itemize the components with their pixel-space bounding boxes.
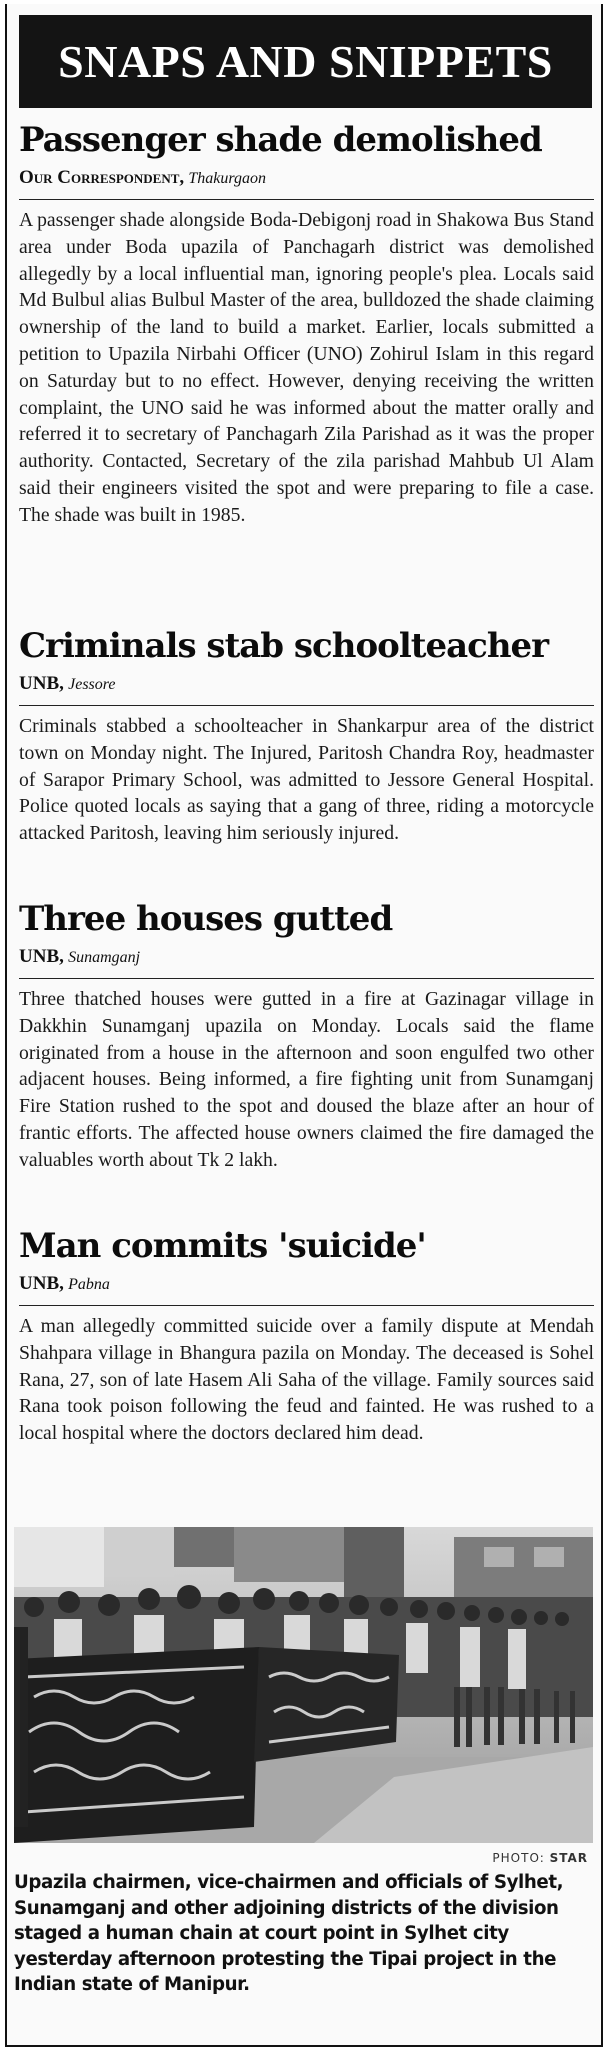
photo-caption: Upazila chairmen, vice-chairmen and officials of Sylhet, Sunamganj and other adjoining districts of the division staged a human chain at court point in Sylhet city yesterday afternoon protesting the Tipai project in the Indian state of Manipur. bbox=[14, 1872, 564, 1996]
byline-place: Sunamganj bbox=[68, 949, 141, 966]
story-houses-gutted bbox=[19, 897, 594, 1174]
byline-place: Jessore bbox=[68, 676, 116, 693]
story-body: A passenger shade alongside Boda-Debigonj road in Shakowa Bus Stand area under Boda upazila of Panchagarh district was demolished allegedly by a local influential man, ignoring people's plea. Locals said Md Bulbul alias Bulbul Master of the area, bulldozed the shade claiming ownership of the land to build a market. Earlier, locals submitted a petition to Upazila Nirbahi Officer (UNO) Zohirul Islam in this regard on Saturday but to no effect. However, denying receiving the written complaint, the UNO said he was informed about the matter orally and referred it to secretary of Panchagarh Zila Parishad as it was the proper authority. Contacted, Secretary of the zila parishad Mahbub Ul Alam said their engineers visited the spot and were preparing to file a case. The shade was built in 1985. bbox=[19, 209, 594, 526]
byline-source: Our Correspondent, bbox=[19, 167, 185, 188]
story-body: A man allegedly committed suicide over a family dispute at Mendah Shahpara village in Bhangura pazila on Monday. The deceased is Sohel Rana, 27, son of late Hasem Ali Saha of the village. Family sources said Rana took poison following the feud and fainted. He was rushed to a local hospital where the doctors declared him dead. bbox=[19, 1315, 594, 1445]
news-photo bbox=[14, 1527, 593, 1843]
section-banner: SNAPS AND SNIPPETS bbox=[19, 15, 592, 108]
byline-place: Thakurgaon bbox=[188, 170, 267, 187]
credit-source: STAR bbox=[549, 1851, 588, 1865]
credit-label: PHOTO: bbox=[492, 1851, 545, 1865]
divider bbox=[19, 705, 594, 706]
story-body: Three thatched houses were gutted in a fire at Gazinagar village in Dakkhin Sunamganj upazila on Monday. Locals said the flame originated from a house in the afternoon and soon engulfed two other adjacent houses. Being informed, a fire fighting unit from Sunamganj Fire Station rushed to the spot and doused the blaze after an hour of frantic efforts. The affected house owners claimed the fire damaged the valuables worth about Tk 2 lakh. bbox=[19, 988, 594, 1171]
story-headline: Three houses gutted bbox=[19, 899, 393, 939]
divider bbox=[19, 1305, 594, 1306]
byline-place: Pabna bbox=[68, 1276, 110, 1293]
byline-source: UNB, bbox=[19, 1273, 64, 1294]
story-byline bbox=[19, 673, 594, 696]
story-headline: Man commits 'suicide' bbox=[19, 1226, 426, 1266]
story-byline bbox=[19, 1273, 594, 1296]
story-byline bbox=[19, 167, 594, 190]
story-man-suicide bbox=[19, 1224, 594, 1447]
photo-credit bbox=[492, 1851, 588, 1865]
story-byline bbox=[19, 946, 594, 969]
divider bbox=[19, 978, 594, 979]
story-criminals-stab bbox=[19, 624, 594, 847]
byline-source: UNB, bbox=[19, 673, 64, 694]
divider bbox=[19, 199, 594, 200]
story-passenger-shade bbox=[19, 118, 594, 529]
story-body: Criminals stabbed a schoolteacher in Shankarpur area of the district town on Monday night. The Injured, Paritosh Chandra Roy, headmaster of Sarapor Primary School, was admitted to Jessore General Hospital. Police quoted locals as saying that a gang of three, riding a motorcycle attacked Paritosh, leaving him seriously injured. bbox=[19, 715, 594, 845]
story-headline: Passenger shade demolished bbox=[19, 120, 542, 160]
story-headline: Criminals stab schoolteacher bbox=[19, 626, 549, 666]
byline-source: UNB, bbox=[19, 946, 64, 967]
